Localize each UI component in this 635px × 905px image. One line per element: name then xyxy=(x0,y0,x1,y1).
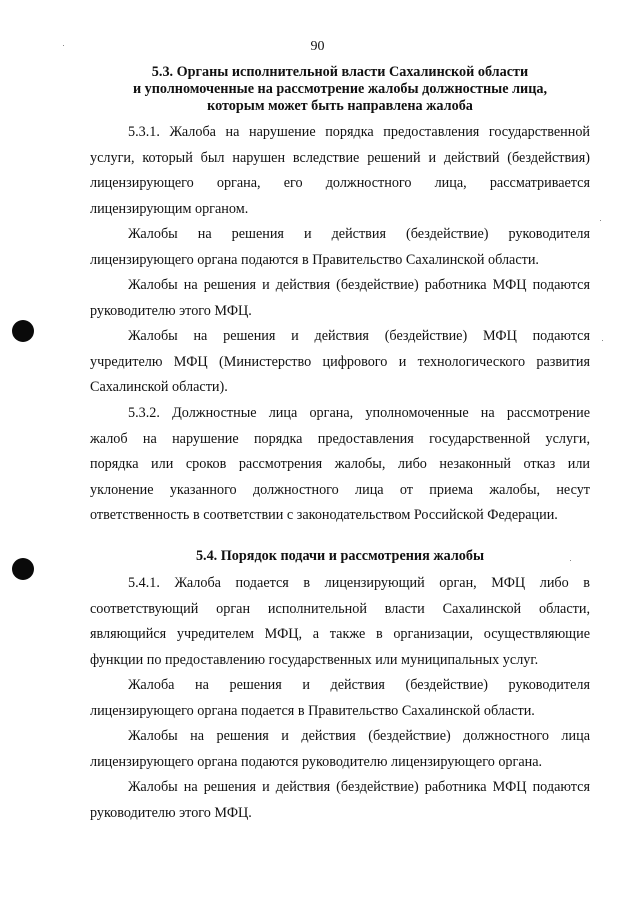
text-line: 5.3.2. Должностные лица органа, уполномоченные на рассмотрение xyxy=(128,405,590,421)
text-line: Жалоба на решения и действия (бездействие) руководителя xyxy=(128,677,590,693)
text-line: Жалобы на решения и действия (бездействие) должностного лица xyxy=(128,728,590,744)
scan-speck xyxy=(570,560,571,561)
scan-speck xyxy=(602,340,603,341)
paragraph-complaint-head-2 xyxy=(90,673,590,724)
text-line: руководителю этого МФЦ. xyxy=(90,804,252,821)
paragraph-complaint-mfc xyxy=(90,324,590,401)
heading-line: и уполномоченные на рассмотрение жалобы должностные лица, xyxy=(132,81,548,97)
text-line: порядка или сроков рассмотрения жалобы, либо незаконный отказ или xyxy=(90,456,590,472)
heading-line: которым может быть направлена жалоба xyxy=(207,98,473,114)
text-line: Жалобы на решения и действия (бездействие) руководителя xyxy=(128,226,590,242)
text-line: являющийся учредителем МФЦ, а также в организации, осуществляющие xyxy=(90,626,590,642)
text-line: лицензирующего органа подаются руководителю лицензирующего органа. xyxy=(90,753,543,770)
text-line: 5.4.1. Жалоба подается в лицензирующий орган, МФЦ либо в xyxy=(128,575,590,591)
text-line: учредителю МФЦ (Министерство цифрового и технологического развития xyxy=(90,353,590,370)
text-line: лицензирующего органа, его должностного лица, рассматривается xyxy=(90,175,590,191)
paragraph-complaint-mfc-worker xyxy=(90,273,590,324)
text-line: Жалобы на решения и действия (бездействие) работника МФЦ подаются xyxy=(128,779,590,795)
punch-hole xyxy=(12,320,34,342)
text-line: жалоб на нарушение порядка предоставления государственной услуги, xyxy=(90,430,590,447)
paragraph-5-3-2 xyxy=(90,401,590,529)
text-line: соответствующий орган исполнительной власти Сахалинской области, xyxy=(90,600,590,617)
text-line: 5.3.1. Жалоба на нарушение порядка предоставления государственной xyxy=(128,124,590,140)
text-line: лицензирующего органа подаются в Правительство Сахалинской области. xyxy=(90,251,539,268)
text-line: лицензирующего органа подается в Правительство Сахалинской области. xyxy=(90,702,535,719)
text-line: Жалобы на решения и действия (бездействие) МФЦ подаются xyxy=(128,328,590,344)
text-line: Сахалинской области). xyxy=(90,379,228,395)
text-line: ответственность в соответствии с законодательством Российской Федерации. xyxy=(90,507,558,523)
page-number: 90 xyxy=(310,39,325,54)
paragraph-complaint-head xyxy=(90,222,590,273)
punch-hole xyxy=(12,558,34,580)
section-heading-5-4 xyxy=(90,548,590,565)
paragraph-5-3-1 xyxy=(90,120,590,222)
text-line: услуги, который был нарушен вследствие решений и действий (бездействия) xyxy=(90,149,590,166)
heading-line: 5.4. Порядок подачи и рассмотрения жалобы xyxy=(195,548,485,564)
scan-speck xyxy=(63,45,64,46)
scan-speck xyxy=(600,220,601,221)
paragraph-complaint-official xyxy=(90,724,590,775)
text-line: функции по предоставлению государственных или муниципальных услуг. xyxy=(90,651,539,668)
text-line: Жалобы на решения и действия (бездействие) работника МФЦ подаются xyxy=(128,277,590,293)
text-line: лицензирующим органом. xyxy=(90,200,249,217)
heading-line: 5.3. Органы исполнительной власти Сахалинской области xyxy=(151,64,529,80)
paragraph-5-4-1 xyxy=(90,571,590,673)
section-heading-5-3 xyxy=(90,64,590,115)
text-line: уклонение указанного должностного лица от приема жалобы, несут xyxy=(90,481,590,498)
text-line: руководителю этого МФЦ. xyxy=(90,302,252,319)
paragraph-complaint-mfc-worker-2 xyxy=(90,775,590,826)
